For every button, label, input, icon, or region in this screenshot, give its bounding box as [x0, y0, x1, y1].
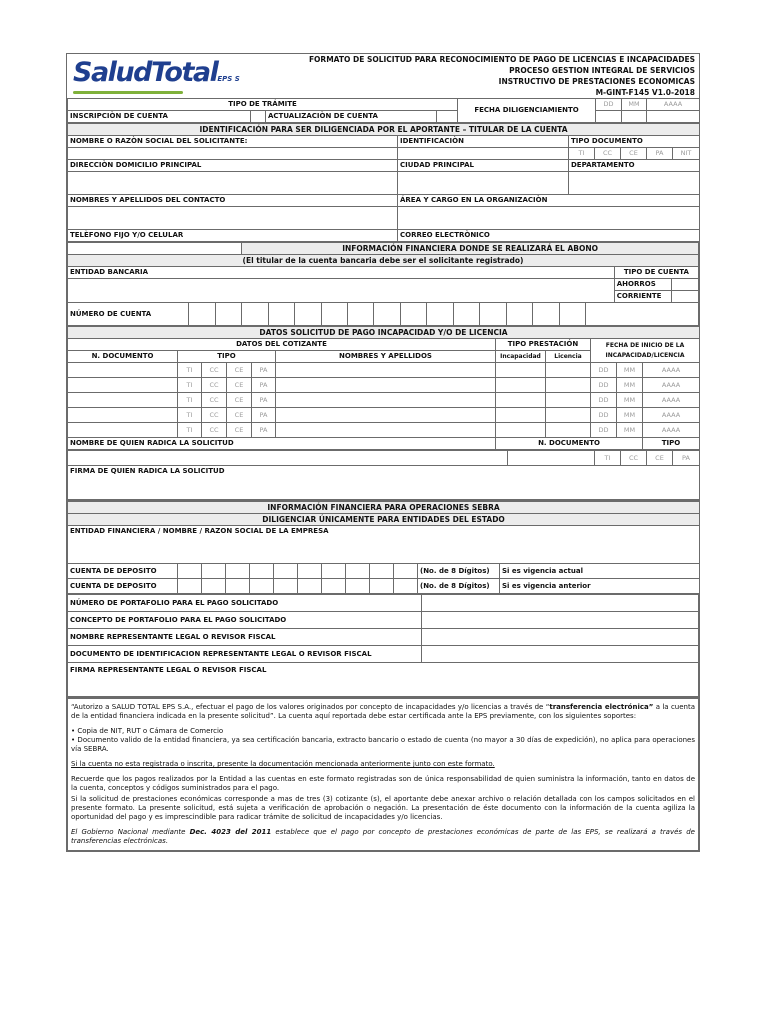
cotizante-rows: [68, 363, 700, 438]
doc-type-nit[interactable]: NIT: [673, 148, 700, 160]
radica-type-pa[interactable]: PA: [673, 451, 700, 466]
numero-cuenta-digit[interactable]: [295, 303, 321, 326]
inicio-dd[interactable]: DD: [591, 408, 617, 423]
cuenta-deposito-label: CUENTA DE DEPOSITO: [68, 579, 178, 594]
fecha-dd-field[interactable]: [596, 111, 622, 123]
cuenta-deposito-digit[interactable]: [370, 564, 394, 579]
cotizante-type-cc[interactable]: CC: [202, 378, 227, 393]
logo: [67, 54, 267, 98]
identificacion-label: IDENTIFICACIÒN: [398, 136, 569, 148]
legal-authorization-a: “Autorizo a SALUD TOTAL EPS S.A., efectuar el pago de los valores originados por concepto de incapacidades y/o licencias a través de “: [71, 703, 550, 711]
firma-representante-label: FIRMA REPRESENTANTE LEGAL O REVISOR FISCAL: [70, 666, 267, 674]
cotizante-type-ti[interactable]: TI: [178, 423, 202, 438]
inscripcion-checkbox[interactable]: [251, 111, 266, 123]
cuenta-deposito-digit[interactable]: [250, 579, 274, 594]
cotizante-type-pa[interactable]: PA: [252, 423, 276, 438]
numero-cuenta-digit[interactable]: [189, 303, 215, 326]
numero-cuenta-digit[interactable]: [242, 303, 268, 326]
inicio-mm[interactable]: MM: [617, 378, 643, 393]
tramite-section: [67, 98, 700, 123]
contacto-label: NOMBRES Y APELLIDOS DEL CONTACTO: [68, 195, 398, 207]
numero-cuenta-digit[interactable]: [348, 303, 374, 326]
representante-field[interactable]: [422, 629, 699, 646]
form-title: FORMATO DE SOLICITUD PARA RECONOCIMIENTO DE PAGO DE LICENCIAS E INCAPACIDADES: [308, 55, 695, 64]
sebra-subtitle: DILIGENCIAR ÚNICAMENTE PARA ENTIDADES DEL ESTADO: [68, 514, 700, 526]
telefono-label: TELÈFONO FIJO Y/O CELULAR: [68, 230, 398, 242]
numero-cuenta-digit[interactable]: [506, 303, 532, 326]
cuenta-deposito-label: CUENTA DE DEPOSITO: [68, 564, 178, 579]
radica-type-ce[interactable]: CE: [647, 451, 673, 466]
digitos-label: (No. de 8 Dígitos): [418, 564, 500, 579]
legal-requirements: [71, 727, 695, 754]
firma-representante-field[interactable]: [68, 663, 699, 697]
sebra-entidad-field[interactable]: [68, 526, 700, 564]
numero-cuenta-digit[interactable]: [559, 303, 585, 326]
numero-cuenta-label: NÚMERO DE CUENTA: [68, 303, 189, 326]
inicio-aaaa[interactable]: AAAA: [643, 393, 700, 408]
numero-cuenta-digit[interactable]: [374, 303, 400, 326]
incapacidad-section: [67, 326, 700, 450]
cotizante-nombres-field[interactable]: [276, 408, 496, 423]
cuenta-deposito-digit[interactable]: [202, 564, 226, 579]
financiera-subtitle: (El titular de la cuenta bancaria debe ser el solicitante registrado): [68, 255, 699, 267]
radica-section: [67, 450, 700, 500]
legal-decree-b: Dec. 4023 del 2011: [189, 828, 272, 836]
legal-responsibility: Recuerde que los pagos realizados por la Entidad a las cuentas en este formato registradas son de única responsabilidad de quien suministra la información, tanto en datos de la cuenta, conceptos y códigos suministrados para el pago.: [71, 775, 695, 792]
entidad-bancaria-field[interactable]: [68, 279, 615, 303]
representante-label: NOMBRE REPRESENTANTE LEGAL O REVISOR FISCAL: [68, 629, 422, 646]
cuenta-deposito-digit[interactable]: [298, 564, 322, 579]
cuenta-deposito-digit[interactable]: [226, 579, 250, 594]
sebra-section: [67, 500, 700, 594]
logo-swoosh: [73, 91, 183, 94]
n-documento-label: N. DOCUMENTO: [68, 351, 178, 363]
cotizante-type-ti[interactable]: TI: [178, 378, 202, 393]
cotizante-type-cc[interactable]: CC: [202, 363, 227, 378]
area-field[interactable]: [398, 207, 700, 230]
corriente-label: CORRIENTE: [614, 291, 671, 303]
tramite-label: TIPO DE TRÁMITE: [68, 99, 458, 111]
financiera-header: INFORMACIÓN FINANCIERA DONDE SE REALIZARÁ EL ABONO: [242, 243, 699, 255]
cotizante-type-ce[interactable]: CE: [227, 378, 252, 393]
legal-multiple-contributors: Si la solicitud de prestaciones económicas corresponde a mas de tres (3) cotizante (s), el aportante debe anexar archivo o relación detallada con los campos solicitados en el presente formato. La presente solicitud, está sujeta a verificación de aprobación o negación. La presentación de éste documento con la información de la cuenta agiliza la oportunidad del pago y es imprescindible para radicar trámite de solicitud de incapacidades y/o licencias.: [71, 795, 695, 821]
actualizacion-checkbox[interactable]: [437, 111, 458, 123]
inicio-mm[interactable]: MM: [617, 363, 643, 378]
numero-cuenta-digit[interactable]: [480, 303, 506, 326]
numero-cuenta-digit[interactable]: [321, 303, 347, 326]
cuenta-deposito-digit[interactable]: [274, 579, 298, 594]
cotizante-type-cc[interactable]: CC: [202, 423, 227, 438]
digitos-label: (No. de 8 Dígitos): [418, 579, 500, 594]
nombres-label: NOMBRES Y APELLIDOS: [276, 351, 496, 363]
cotizante-documento-field[interactable]: [68, 423, 178, 438]
cuenta-deposito-digit[interactable]: [346, 579, 370, 594]
nombre-field[interactable]: [68, 148, 398, 160]
cotizante-type-pa[interactable]: PA: [252, 393, 276, 408]
fecha-dd[interactable]: DD: [596, 99, 622, 111]
cotizante-row: [68, 378, 700, 393]
licencia-checkbox[interactable]: [546, 423, 591, 438]
cuenta-deposito-digit[interactable]: [274, 564, 298, 579]
doc-type-ti[interactable]: TI: [569, 148, 595, 160]
corriente-checkbox[interactable]: [672, 291, 699, 303]
direccion-label: DIRECCIÒN DOMICILIO PRINCIPAL: [68, 160, 398, 172]
departamento-field[interactable]: [569, 172, 700, 195]
incapacidad-checkbox[interactable]: [496, 378, 546, 393]
cotizante-type-ce[interactable]: CE: [227, 423, 252, 438]
cotizante-label: DATOS DEL COTIZANTE: [68, 339, 496, 351]
cotizante-nombres-field[interactable]: [276, 423, 496, 438]
incapacidad-label: Incapacidad: [496, 351, 546, 363]
identificacion-header: IDENTIFICACIÓN PARA SER DILIGENCIADA POR EL APORTANTE – TITULAR DE LA CUENTA: [68, 124, 700, 136]
cotizante-type-cc[interactable]: CC: [202, 393, 227, 408]
actualizacion-label: ACTUALIZACIÒN DE CUENTA: [266, 111, 437, 123]
incapacidad-header: DATOS SOLICITUD DE PAGO INCAPACIDAD Y/O DE LICENCIA: [68, 327, 700, 339]
logo-text: SaludTotal: [73, 57, 218, 88]
fecha-aaaa-field[interactable]: [647, 111, 700, 123]
cotizante-row: [68, 393, 700, 408]
tipo-prestacion-label: TIPO PRESTACIÓN: [496, 339, 591, 351]
radica-firma-label: FIRMA DE QUIEN RADICA LA SOLICITUD: [70, 467, 225, 475]
fecha-mm-field[interactable]: [622, 111, 647, 123]
documento-representante-label: DOCUMENTO DE IDENTIFICACION REPRESENTANTE LEGAL O REVISOR FISCAL: [68, 646, 422, 663]
sebra-entidad-label: ENTIDAD FINANCIERA / NOMBRE / RAZON SOCIAL DE LA EMPRESA: [70, 527, 329, 535]
legal-decree-c: establece que el pago por concepto de prestaciones económicas de parte de las EPS, se realizará a través de transferencias electrónicas.: [71, 828, 695, 845]
inicio-aaaa[interactable]: AAAA: [643, 378, 700, 393]
cotizante-documento-field[interactable]: [68, 363, 178, 378]
area-label: ÁREA Y CARGO EN LA ORGANIZACIÒN: [398, 195, 700, 207]
cuenta-deposito-digit[interactable]: [298, 579, 322, 594]
financiera-section: [67, 242, 699, 326]
legal-authorization-c: a la cuenta de la entidad financiera indicada en la presente solicitud”. La cuenta aquí reportada debe estar certificada ante la EPS previamente, con los siguientes soportes:: [71, 703, 696, 720]
fecha-inicio-line2: INCAPACIDAD/LICENCIA: [605, 351, 685, 359]
numero-cuenta-digit[interactable]: [427, 303, 453, 326]
sebra-portafolio-section: [67, 594, 699, 697]
fecha-label: FECHA DILIGENCIAMIENTO: [458, 99, 596, 123]
departamento-label: DEPARTAMENTO: [569, 160, 700, 172]
cotizante-row: [68, 408, 700, 423]
incapacidad-checkbox[interactable]: [496, 408, 546, 423]
cotizante-documento-field[interactable]: [68, 378, 178, 393]
sebra-header: INFORMACIÓN FINANCIERA PARA OPERACIONES SEBRA: [68, 501, 700, 514]
process-name: PROCESO GESTION INTEGRAL DE SERVICIOS: [509, 66, 695, 75]
legal-authorization-b: transferencia electrónica”: [549, 703, 654, 711]
legal-decree-a: El Gobierno Nacional mediante: [71, 828, 190, 836]
incapacidad-checkbox[interactable]: [496, 363, 546, 378]
legal-decree: [71, 828, 695, 846]
legal-requirement-bank: • Documento valido de la entidad financiera, ya sea certificación bancaria, extracto bancario o estado de cuenta (no mayor a 30 días de expedición), no aplica para operaciones vía SEBRA.: [71, 736, 695, 753]
inicio-mm[interactable]: MM: [617, 393, 643, 408]
doc-type-ce[interactable]: CE: [621, 148, 647, 160]
numero-cuenta-digit[interactable]: [533, 303, 559, 326]
fecha-aaaa[interactable]: AAAA: [647, 99, 700, 111]
identificacion-section: [67, 123, 700, 242]
entidad-bancaria-label: ENTIDAD BANCARIA: [68, 267, 615, 279]
licencia-checkbox[interactable]: [546, 363, 591, 378]
cotizante-type-ce[interactable]: CE: [227, 363, 252, 378]
cuenta-deposito-digit[interactable]: [394, 564, 418, 579]
numero-cuenta-digit[interactable]: [215, 303, 241, 326]
cuenta-deposito-digit[interactable]: [250, 564, 274, 579]
cuenta-deposito-digit[interactable]: [226, 564, 250, 579]
radica-type-ti[interactable]: TI: [595, 451, 621, 466]
form-code: M-GINT-F145 V1.0-2018: [595, 88, 695, 97]
legal-authorization: [71, 703, 695, 721]
incapacidad-checkbox[interactable]: [496, 393, 546, 408]
inicio-aaaa[interactable]: AAAA: [643, 423, 700, 438]
legal-requirement-nit: • Copia de NIT, RUT o Cámara de Comercio: [71, 727, 224, 735]
incapacidad-checkbox[interactable]: [496, 423, 546, 438]
cuenta-deposito-digit[interactable]: [322, 564, 346, 579]
inicio-dd[interactable]: DD: [591, 393, 617, 408]
cotizante-type-pa[interactable]: PA: [252, 363, 276, 378]
licencia-checkbox[interactable]: [546, 408, 591, 423]
portafolio-concepto-field[interactable]: [422, 612, 699, 629]
fecha-inicio-label: [591, 339, 700, 363]
inicio-dd[interactable]: DD: [591, 423, 617, 438]
cuenta-deposito-digit[interactable]: [322, 579, 346, 594]
portafolio-numero-label: NÚMERO DE PORTAFOLIO PARA EL PAGO SOLICITADO: [68, 595, 422, 612]
radica-documento-field[interactable]: [508, 451, 595, 466]
inicio-mm[interactable]: MM: [617, 408, 643, 423]
radica-nombre-label: NOMBRE DE QUIEN RADICA LA SOLICITUD: [68, 438, 496, 450]
licencia-checkbox[interactable]: [546, 378, 591, 393]
identificacion-field[interactable]: [398, 148, 569, 160]
cotizante-nombres-field[interactable]: [276, 378, 496, 393]
instructive-name: INSTRUCTIVO DE PRESTACIONES ECONOMICAS: [498, 77, 695, 86]
fecha-mm[interactable]: MM: [622, 99, 647, 111]
cotizante-type-ce[interactable]: CE: [227, 408, 252, 423]
fecha-inicio-line1: FECHA DE INICIO DE LA: [605, 341, 685, 349]
correo-label: CORREO ELECTRÒNICO: [398, 230, 700, 242]
tipo-documento-label: TIPO DOCUMENTO: [569, 136, 700, 148]
ahorros-label: AHORROS: [614, 279, 671, 291]
cotizante-nombres-field[interactable]: [276, 363, 496, 378]
financiera-spacer: [68, 243, 242, 255]
inicio-dd[interactable]: DD: [591, 363, 617, 378]
cuenta-deposito-digit[interactable]: [178, 579, 202, 594]
cotizante-nombres-field[interactable]: [276, 393, 496, 408]
cuenta-deposito-digit[interactable]: [346, 564, 370, 579]
cotizante-type-cc[interactable]: CC: [202, 408, 227, 423]
cotizante-type-pa[interactable]: PA: [252, 378, 276, 393]
cuenta-deposito-digit[interactable]: [178, 564, 202, 579]
licencia-checkbox[interactable]: [546, 393, 591, 408]
form-header: [67, 54, 699, 98]
vigencia-actual-label: Si es vigencia actual: [500, 564, 700, 579]
inicio-aaaa[interactable]: AAAA: [643, 408, 700, 423]
cuenta-deposito-digit[interactable]: [394, 579, 418, 594]
numero-cuenta-digit[interactable]: [453, 303, 479, 326]
cotizante-documento-field[interactable]: [68, 393, 178, 408]
tipo-label: TIPO: [178, 351, 276, 363]
direccion-field[interactable]: [68, 172, 398, 195]
radica-documento-label: N. DOCUMENTO: [496, 438, 643, 450]
radica-type-cc[interactable]: CC: [621, 451, 647, 466]
cotizante-row: [68, 363, 700, 378]
doc-type-cc[interactable]: CC: [595, 148, 621, 160]
cotizante-row: [68, 423, 700, 438]
radica-tipo-label: TIPO: [643, 438, 700, 450]
cotizante-type-pa[interactable]: PA: [252, 408, 276, 423]
ciudad-label: CIUDAD PRINCIPAL: [398, 160, 569, 172]
numero-cuenta-digit[interactable]: [268, 303, 294, 326]
portafolio-numero-field[interactable]: [422, 595, 699, 612]
cotizante-type-ti[interactable]: TI: [178, 393, 202, 408]
legal-text: [68, 698, 699, 851]
inicio-mm[interactable]: MM: [617, 423, 643, 438]
contacto-field[interactable]: [68, 207, 398, 230]
ahorros-checkbox[interactable]: [672, 279, 699, 291]
vigencia-anterior-label: Si es vigencia anterior: [500, 579, 700, 594]
cotizante-type-ti[interactable]: TI: [178, 363, 202, 378]
inicio-aaaa[interactable]: AAAA: [643, 363, 700, 378]
nombre-label: NOMBRE O RAZÒN SOCIAL DEL SOLICITANTE:: [68, 136, 398, 148]
cotizante-type-ti[interactable]: TI: [178, 408, 202, 423]
inscripcion-label: INSCRIPCIÒN DE CUENTA: [68, 111, 251, 123]
numero-cuenta-rest[interactable]: [586, 303, 699, 326]
licencia-label: Licencia: [546, 351, 591, 363]
radica-nombre-field[interactable]: [68, 451, 508, 466]
portafolio-concepto-label: CONCEPTO DE PORTAFOLIO PARA EL PAGO SOLICITADO: [68, 612, 422, 629]
cuenta-deposito-digit[interactable]: [202, 579, 226, 594]
doc-type-pa[interactable]: PA: [647, 148, 673, 160]
cuenta-deposito-digit[interactable]: [370, 579, 394, 594]
radica-firma-field[interactable]: [68, 466, 700, 500]
ciudad-field[interactable]: [398, 172, 569, 195]
inicio-dd[interactable]: DD: [591, 378, 617, 393]
logo-suffix: EPS S: [217, 75, 240, 83]
request-form: [66, 53, 700, 852]
cotizante-type-ce[interactable]: CE: [227, 393, 252, 408]
legal-registration-note: Si la cuenta no esta registrada o inscrita, presente la documentación mencionada anteriormente junto con este formato.: [71, 760, 495, 768]
tipo-cuenta-label: TIPO DE CUENTA: [614, 267, 698, 279]
numero-cuenta-digit[interactable]: [400, 303, 426, 326]
documento-representante-field[interactable]: [422, 646, 699, 663]
cotizante-documento-field[interactable]: [68, 408, 178, 423]
legal-section: [67, 697, 699, 851]
